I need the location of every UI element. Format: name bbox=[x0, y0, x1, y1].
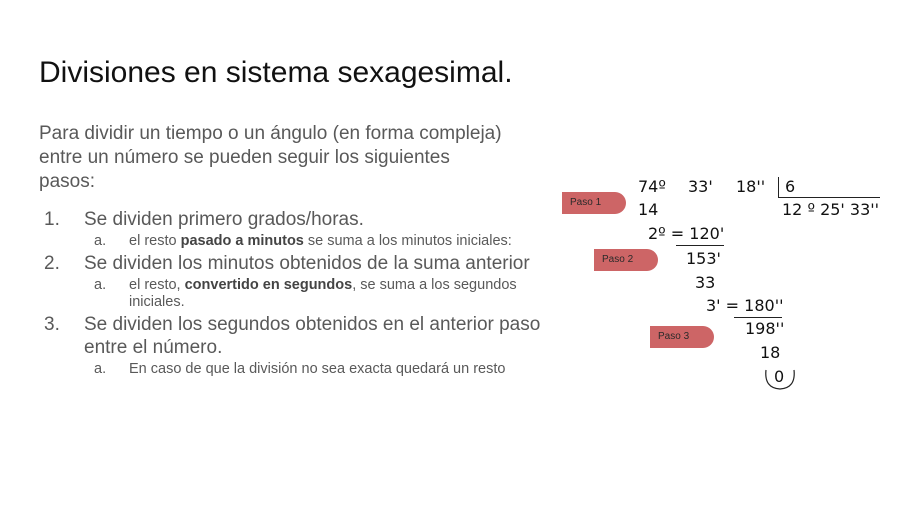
substep-letter: a. bbox=[94, 277, 107, 293]
dividend-minutes: 33' bbox=[688, 177, 713, 196]
substep-text-bold: convertido en segundos bbox=[184, 277, 353, 293]
quotient: 12 º 25' 33'' bbox=[782, 200, 880, 219]
intro-paragraph: Para dividir un tiempo o un ángulo (en forma compleja) entre un número se pueden seguir los siguientes pasos: bbox=[39, 123, 502, 192]
step-tab-1: Paso 1 bbox=[562, 192, 626, 214]
substep-text-post: , se suma a los segundos iniciales. bbox=[129, 277, 517, 310]
sum-seconds: 198'' bbox=[745, 319, 785, 338]
dividend-seconds: 18'' bbox=[736, 177, 766, 196]
slide-title: Divisiones en sistema sexagesimal. bbox=[39, 56, 513, 89]
step-text: Se dividen los segundos obtenidos en el anterior paso entre el número. bbox=[84, 314, 541, 358]
substep-text-pre: el resto, bbox=[129, 277, 185, 293]
final-remainder: 0 bbox=[774, 367, 785, 386]
step-number: 2. bbox=[44, 253, 60, 274]
division-bracket-vertical bbox=[778, 177, 779, 198]
remainder-seconds: 18 bbox=[760, 343, 781, 362]
conversion-degrees-to-minutes: 2º = 120' bbox=[648, 224, 725, 243]
divisor: 6 bbox=[785, 177, 796, 196]
step-text: Se dividen primero grados/horas. bbox=[84, 209, 364, 230]
substep-letter: a. bbox=[94, 361, 107, 377]
remainder-arc bbox=[762, 366, 798, 392]
substep-letter: a. bbox=[94, 233, 107, 249]
step-number: 3. bbox=[44, 314, 60, 335]
step-tab-3: Paso 3 bbox=[650, 326, 714, 348]
step-number: 1. bbox=[44, 209, 60, 230]
substep-text-bold: pasado a minutos bbox=[180, 233, 304, 249]
sum-line bbox=[676, 245, 724, 246]
sum-minutes: 153' bbox=[686, 249, 721, 268]
substep-text-post: se suma a los minutos iniciales: bbox=[303, 233, 512, 249]
remainder-minutes: 33 bbox=[695, 273, 716, 292]
remainder-degrees: 14 bbox=[638, 200, 659, 219]
dividend-degrees: 74º bbox=[638, 177, 666, 196]
substep-text: En caso de que la división no sea exacta quedará un resto bbox=[129, 361, 506, 377]
substep-text-pre: el resto bbox=[129, 233, 181, 249]
division-bracket-horizontal bbox=[778, 197, 880, 198]
step-text: Se dividen los minutos obtenidos de la suma anterior bbox=[84, 253, 530, 274]
conversion-minutes-to-seconds: 3' = 180'' bbox=[706, 296, 784, 315]
sum-line bbox=[734, 317, 782, 318]
step-tab-2: Paso 2 bbox=[594, 249, 658, 271]
